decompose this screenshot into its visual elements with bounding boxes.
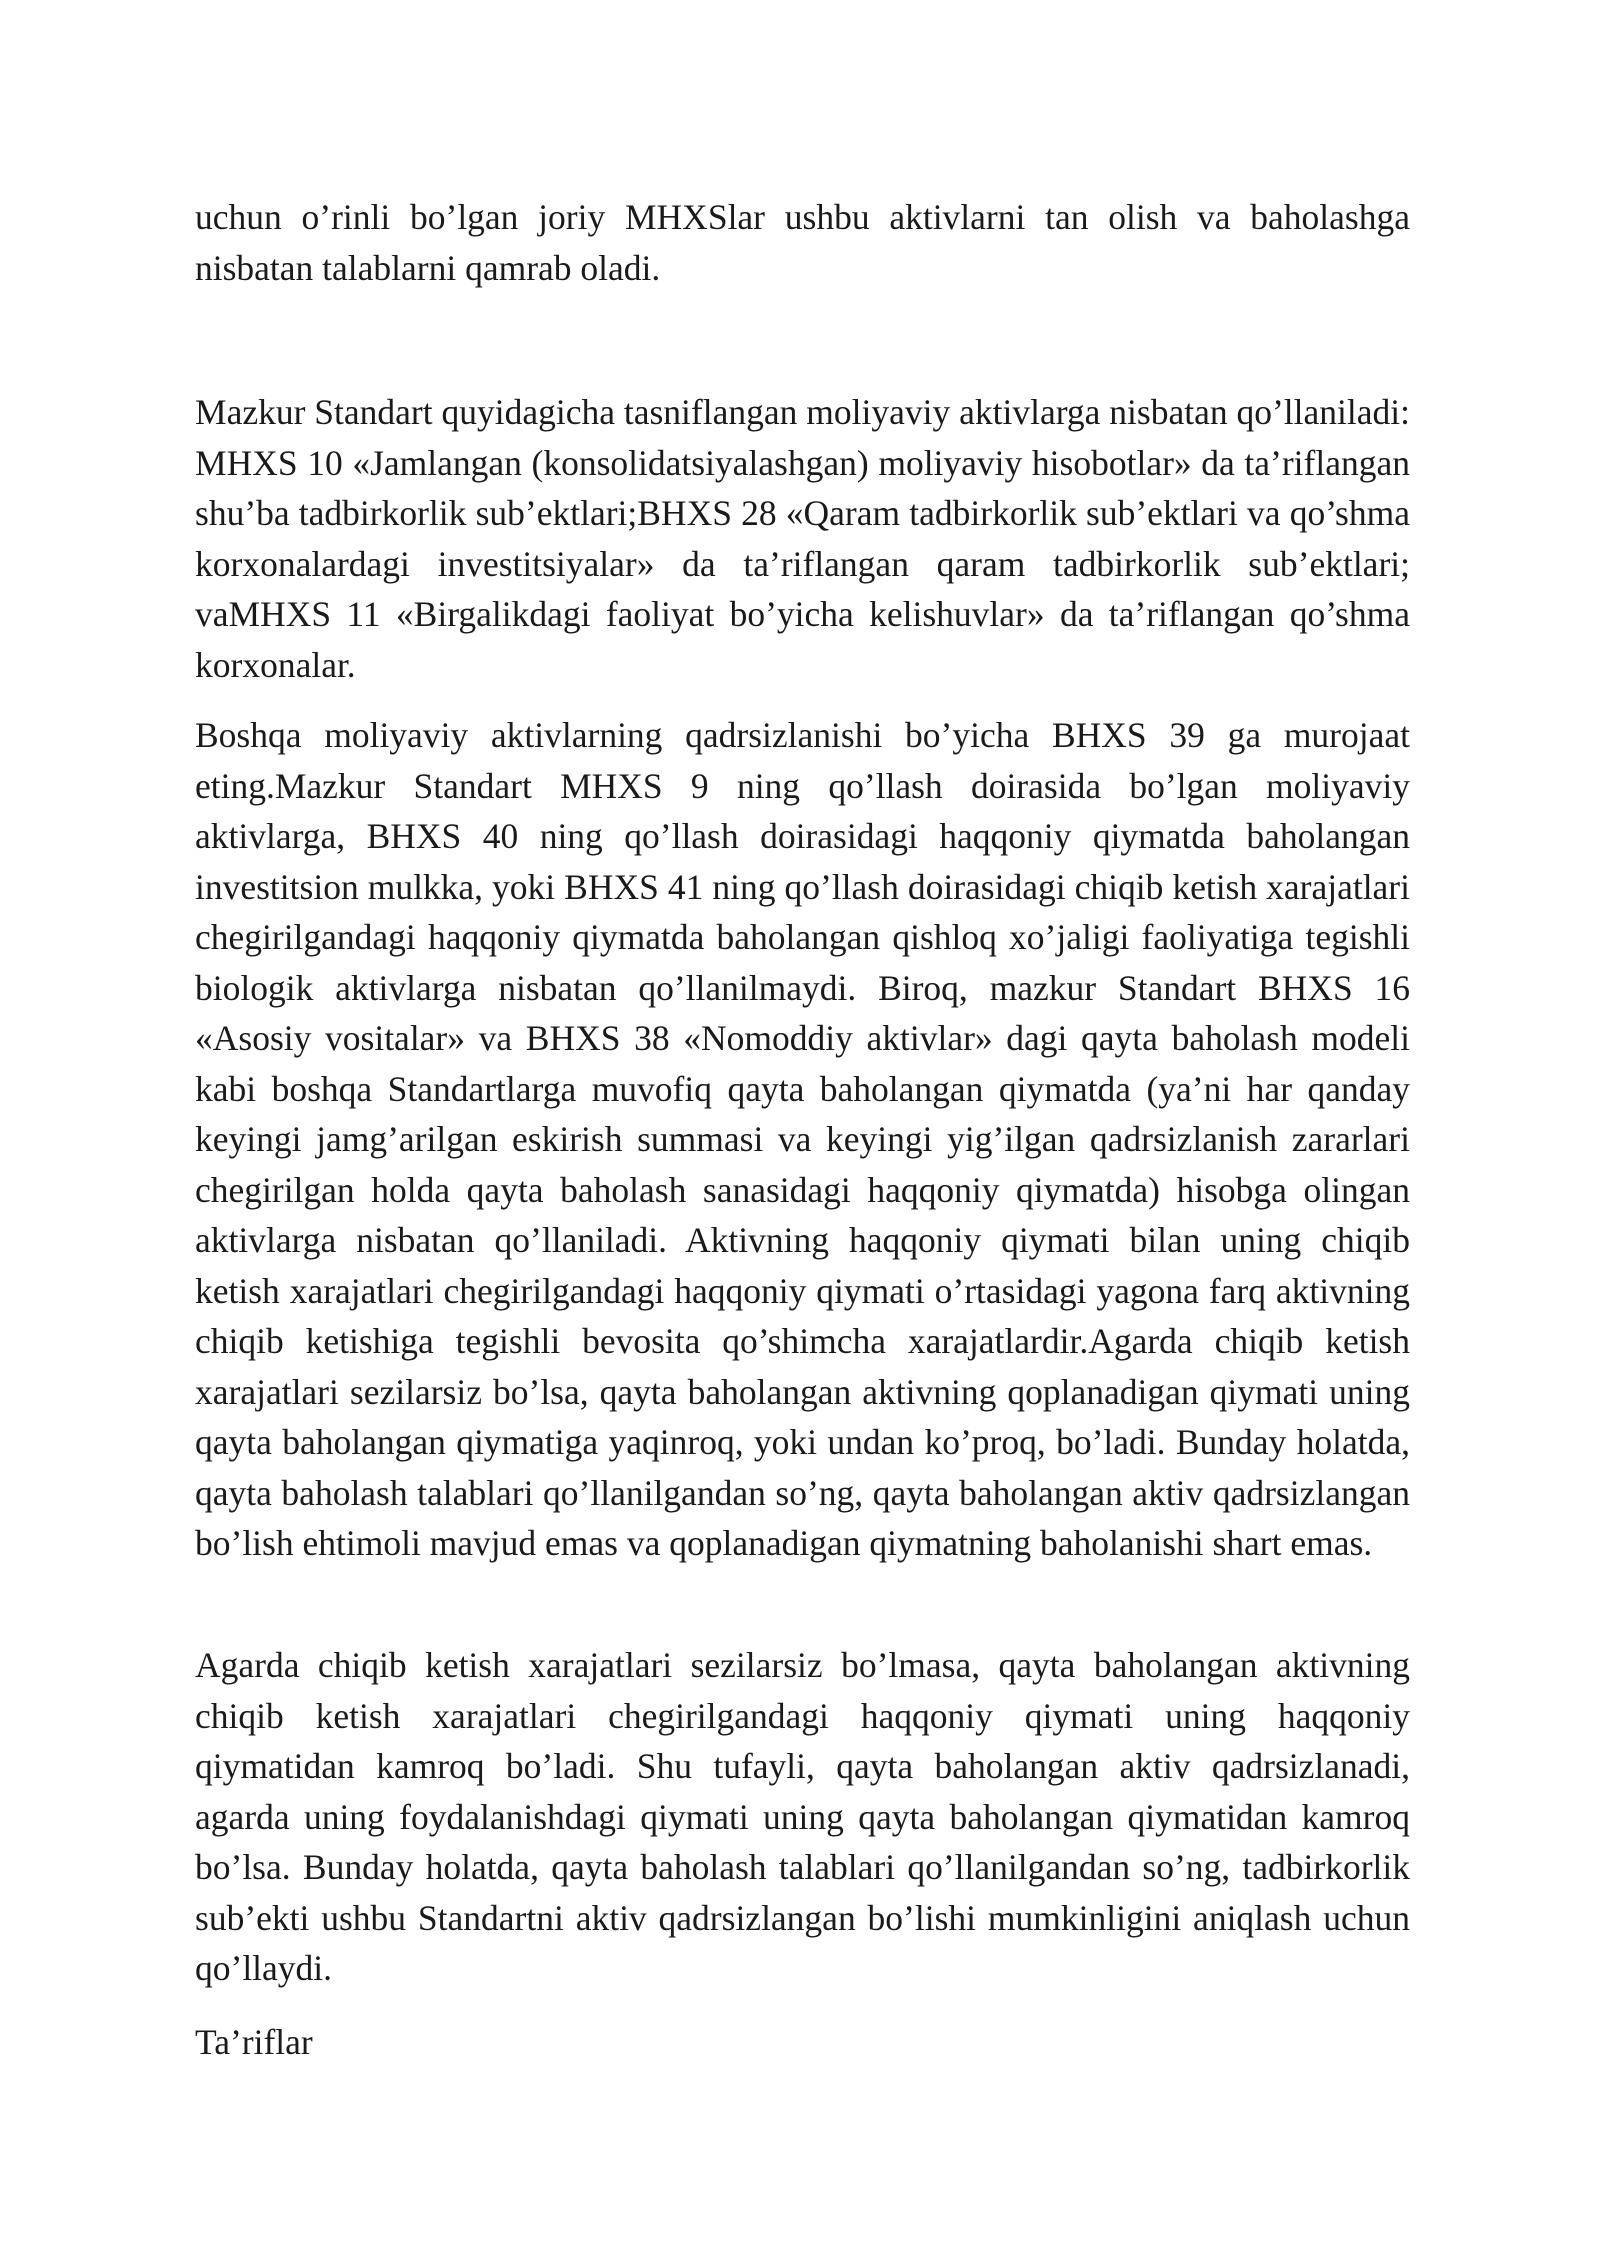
paragraph-continuation: uchun o’rinli bo’lgan joriy MHXSlar ushbu aktivlarni tan olish va baholashga nisbatan talablarni qamrab oladi. xyxy=(195,197,1410,288)
paragraph-revalued-assets: Agarda chiqib ketish xarajatlari sezilarsiz bo’lmasa, qayta baholangan aktivning chiqib ketish xarajatlari chegirilgandagi haqqoniy qiymati uning haqqoniy qiymatidan kamroq bo’ladi. Shu tufayli, qayta baholangan aktiv qadrsizlanadi, agarda uning foydalanishdagi qiymati uning qayta baholangan qiymatidan kamroq bo’lsa. Bunday holatda, qayta baholash talablari qo’llanilgandan so’ng, tadbirkorlik sub’ekti ushbu Standartni aktiv qadrsizlangan bo’lishi mumkinligini aniqlash uchun qo’llaydi. xyxy=(195,1645,1410,1988)
section-heading-definitions: Ta’riflar xyxy=(195,2022,313,2062)
paragraph-scope: Mazkur Standart quyidagicha tasniflangan moliyaviy aktivlarga nisbatan qo’llaniladi: MHXS 10 «Jamlangan (konsolidatsiyalashgan) moliyaviy hisobotlar» da ta’riflangan shu’ba tadbirkorlik sub’ektlari;BHXS 28 «Qaram tadbirkorlik sub’ektlari va qo’shma korxonalardagi investitsiyalar» da ta’riflangan qaram tadbirkorlik sub’ektlari; vaMHXS 11 «Birgalikdagi faoliyat bo’yicha kelishuvlar» da ta’riflangan qo’shma korxonalar. xyxy=(195,392,1410,685)
paragraph-exclusions: Boshqa moliyaviy aktivlarning qadrsizlanishi bo’yicha BHXS 39 ga murojaat eting.Mazkur Standart MHXS 9 ning qo’llash doirasida bo’lgan moliyaviy aktivlarga, BHXS 40 ning qo’llash doirasidagi haqqoniy qiymatda baholangan investitsion mulkka, yoki BHXS 41 ning qo’llash doirasidagi chiqib ketish xarajatlari chegirilgandagi haqqoniy qiymatda baholangan qishloq xo’jaligi faoliyatiga tegishli biologik aktivlarga nisbatan qo’llanilmaydi. Biroq, mazkur Standart BHXS 16 «Asosiy vositalar» va BHXS 38 «Nomoddiy aktivlar» dagi qayta baholash modeli kabi boshqa Standartlarga muvofiq qayta baholangan qiymatda (ya’ni har qanday keyingi jamg’arilgan eskirish summasi va keyingi yig’ilgan qadrsizlanish zararlari chegirilgan holda qayta baholash sanasidagi haqqoniy qiymatda) hisobga olingan aktivlarga nisbatan qo’llaniladi. Aktivning haqqoniy qiymati bilan uning chiqib ketish xarajatlari chegirilgandagi haqqoniy qiymati o’rtasidagi yagona farq aktivning chiqib ketishiga tegishli bevosita qo’shimcha xarajatlardir.Agarda chiqib ketish xarajatlari sezilarsiz bo’lsa, qayta baholangan aktivning qoplanadigan qiymati uning qayta baholangan qiymatiga yaqinroq, yoki undan ko’proq, bo’ladi. Bunday holatda, qayta baholash talablari qo’llanilgandan so’ng, qayta baholangan aktiv qadrsizlangan bo’lish ehtimoli mavjud emas va qoplanadigan qiymatning baholanishi shart emas. xyxy=(195,715,1410,1563)
